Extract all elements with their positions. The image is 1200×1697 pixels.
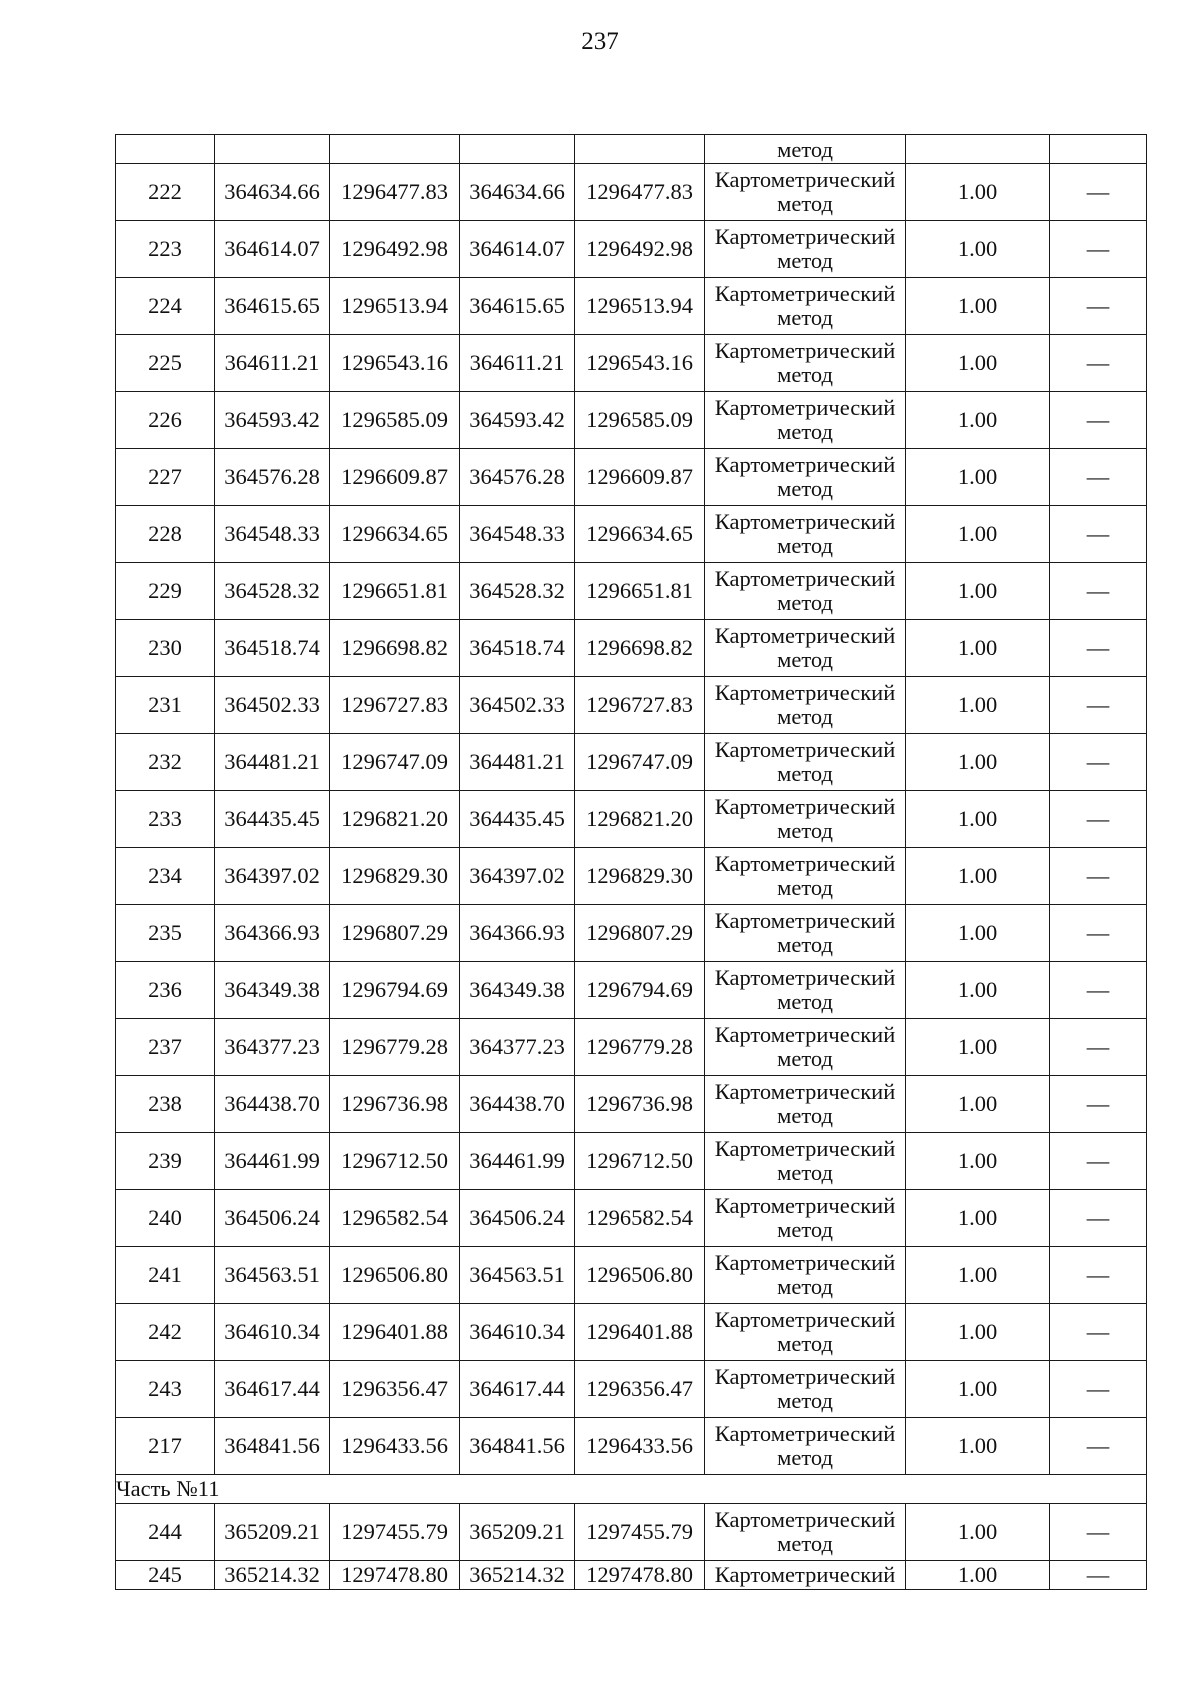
method-line-1: Картометрический bbox=[714, 395, 896, 420]
y-coordinate-new: 1296634.65 bbox=[575, 506, 705, 563]
method-line-1: Картометрический bbox=[714, 224, 896, 249]
point-number: 228 bbox=[116, 506, 215, 563]
y-coordinate-new: 1296582.54 bbox=[575, 1190, 705, 1247]
x-coordinate-new: 364593.42 bbox=[460, 392, 575, 449]
method-line-2: метод bbox=[777, 533, 833, 558]
method-cell bbox=[705, 506, 906, 563]
point-number: 234 bbox=[116, 848, 215, 905]
method-cell bbox=[705, 1247, 906, 1304]
precision-value: 1.00 bbox=[906, 1561, 1050, 1590]
method-line-2: метод bbox=[777, 1160, 833, 1185]
note-dash: — bbox=[1050, 1418, 1147, 1475]
point-number: 230 bbox=[116, 620, 215, 677]
note-dash: — bbox=[1050, 677, 1147, 734]
method-line-1: Картометрический bbox=[714, 1079, 896, 1104]
x-coordinate-new: 364576.28 bbox=[460, 449, 575, 506]
method-line-2: метод bbox=[777, 1046, 833, 1071]
x-coordinate-existing: 364528.32 bbox=[215, 563, 330, 620]
y-coordinate-new: 1296513.94 bbox=[575, 278, 705, 335]
y-coordinate-new: 1296506.80 bbox=[575, 1247, 705, 1304]
note-dash: — bbox=[1050, 1361, 1147, 1418]
method-line-2: метод bbox=[777, 761, 833, 786]
precision-value: 1.00 bbox=[906, 1019, 1050, 1076]
y-coordinate-existing: 1296492.98 bbox=[330, 221, 460, 278]
y-coordinate-new: 1296779.28 bbox=[575, 1019, 705, 1076]
table-row bbox=[116, 1561, 1147, 1590]
section-header-row bbox=[116, 1475, 1147, 1504]
point-number: 237 bbox=[116, 1019, 215, 1076]
table-row bbox=[116, 563, 1147, 620]
method-line-2: метод bbox=[777, 248, 833, 273]
y-coordinate-existing: 1296712.50 bbox=[330, 1133, 460, 1190]
y-coordinate-existing: 1296513.94 bbox=[330, 278, 460, 335]
method-line-1: Картометрический bbox=[714, 623, 896, 648]
table-row bbox=[116, 506, 1147, 563]
method-line-2: метод bbox=[777, 1103, 833, 1128]
x-coordinate-existing: 364614.07 bbox=[215, 221, 330, 278]
method-line-2: метод bbox=[777, 419, 833, 444]
x-coordinate-existing: 364563.51 bbox=[215, 1247, 330, 1304]
method-line-2: метод bbox=[777, 1445, 833, 1470]
y-coordinate-existing: 1296821.20 bbox=[330, 791, 460, 848]
x-coordinate-existing: 365214.32 bbox=[215, 1561, 330, 1590]
method-cell bbox=[705, 1304, 906, 1361]
note-dash: — bbox=[1050, 620, 1147, 677]
method-line-1: Картометрический bbox=[714, 737, 896, 762]
point-number: 233 bbox=[116, 791, 215, 848]
point-number: 231 bbox=[116, 677, 215, 734]
x-coordinate-new: 364610.34 bbox=[460, 1304, 575, 1361]
x-coordinate-existing: 364548.33 bbox=[215, 506, 330, 563]
method-line-1: Картометрический bbox=[714, 1136, 896, 1161]
method-cell bbox=[705, 449, 906, 506]
point-number: 224 bbox=[116, 278, 215, 335]
table-row bbox=[116, 1133, 1147, 1190]
precision-value: 1.00 bbox=[906, 392, 1050, 449]
x-coordinate-new: 364435.45 bbox=[460, 791, 575, 848]
note-dash: — bbox=[1050, 1019, 1147, 1076]
method-cell bbox=[705, 1190, 906, 1247]
method-line-1: Картометрический bbox=[714, 851, 896, 876]
note-dash: — bbox=[1050, 449, 1147, 506]
x-coordinate-new: 364349.38 bbox=[460, 962, 575, 1019]
method-cell bbox=[705, 164, 906, 221]
method-line-2: метод bbox=[777, 989, 833, 1014]
table-cell bbox=[215, 135, 330, 164]
x-coordinate-existing: 364841.56 bbox=[215, 1418, 330, 1475]
method-line-2: метод bbox=[777, 1388, 833, 1413]
method-line-1: Картометрический bbox=[714, 1507, 896, 1532]
note-dash: — bbox=[1050, 164, 1147, 221]
method-line-2: метод bbox=[777, 1331, 833, 1356]
note-dash: — bbox=[1050, 1190, 1147, 1247]
y-coordinate-new: 1296736.98 bbox=[575, 1076, 705, 1133]
table-row bbox=[116, 734, 1147, 791]
point-number: 222 bbox=[116, 164, 215, 221]
precision-value: 1.00 bbox=[906, 1504, 1050, 1561]
table-row bbox=[116, 905, 1147, 962]
method-line-1: Картометрический bbox=[714, 566, 896, 591]
page-number: 237 bbox=[581, 28, 619, 55]
method-text: метод bbox=[777, 137, 833, 162]
point-number: 244 bbox=[116, 1504, 215, 1561]
coordinates-table bbox=[115, 134, 1147, 1590]
point-number: 239 bbox=[116, 1133, 215, 1190]
point-number: 226 bbox=[116, 392, 215, 449]
point-number: 227 bbox=[116, 449, 215, 506]
point-number: 245 bbox=[116, 1561, 215, 1590]
point-number: 238 bbox=[116, 1076, 215, 1133]
point-number: 243 bbox=[116, 1361, 215, 1418]
x-coordinate-new: 364548.33 bbox=[460, 506, 575, 563]
x-coordinate-existing: 364576.28 bbox=[215, 449, 330, 506]
y-coordinate-existing: 1296582.54 bbox=[330, 1190, 460, 1247]
y-coordinate-new: 1296651.81 bbox=[575, 563, 705, 620]
method-line-1: Картометрический bbox=[714, 680, 896, 705]
note-dash: — bbox=[1050, 563, 1147, 620]
y-coordinate-new: 1296356.47 bbox=[575, 1361, 705, 1418]
x-coordinate-new: 364617.44 bbox=[460, 1361, 575, 1418]
method-line-1: Картометрический bbox=[714, 1364, 896, 1389]
y-coordinate-existing: 1296727.83 bbox=[330, 677, 460, 734]
precision-value: 1.00 bbox=[906, 1418, 1050, 1475]
method-line-2: метод bbox=[777, 1531, 833, 1556]
precision-value: 1.00 bbox=[906, 734, 1050, 791]
method-line-1: Картометрический bbox=[714, 965, 896, 990]
table-row-continuation bbox=[116, 135, 1147, 164]
note-dash: — bbox=[1050, 335, 1147, 392]
method-line-1: Картометрический bbox=[714, 509, 896, 534]
x-coordinate-new: 364502.33 bbox=[460, 677, 575, 734]
x-coordinate-existing: 364461.99 bbox=[215, 1133, 330, 1190]
method-cell bbox=[705, 1418, 906, 1475]
y-coordinate-existing: 1296585.09 bbox=[330, 392, 460, 449]
y-coordinate-existing: 1296433.56 bbox=[330, 1418, 460, 1475]
table-cell bbox=[116, 135, 215, 164]
y-coordinate-new: 1297478.80 bbox=[575, 1561, 705, 1590]
point-number: 240 bbox=[116, 1190, 215, 1247]
x-coordinate-existing: 364610.34 bbox=[215, 1304, 330, 1361]
note-dash: — bbox=[1050, 791, 1147, 848]
note-dash: — bbox=[1050, 848, 1147, 905]
method-cell bbox=[705, 791, 906, 848]
y-coordinate-existing: 1296794.69 bbox=[330, 962, 460, 1019]
table-row bbox=[116, 1418, 1147, 1475]
note-dash: — bbox=[1050, 278, 1147, 335]
y-coordinate-existing: 1296477.83 bbox=[330, 164, 460, 221]
precision-value: 1.00 bbox=[906, 1361, 1050, 1418]
x-coordinate-existing: 364506.24 bbox=[215, 1190, 330, 1247]
y-coordinate-existing: 1297478.80 bbox=[330, 1561, 460, 1590]
method-line-1: Картометрический bbox=[714, 1193, 896, 1218]
y-coordinate-existing: 1296609.87 bbox=[330, 449, 460, 506]
y-coordinate-new: 1296609.87 bbox=[575, 449, 705, 506]
method-cell bbox=[705, 1076, 906, 1133]
method-line-2: метод bbox=[777, 875, 833, 900]
x-coordinate-new: 364528.32 bbox=[460, 563, 575, 620]
precision-value: 1.00 bbox=[906, 848, 1050, 905]
method-line-1: Картометрический bbox=[714, 1250, 896, 1275]
note-dash: — bbox=[1050, 1504, 1147, 1561]
x-coordinate-existing: 364397.02 bbox=[215, 848, 330, 905]
y-coordinate-new: 1296477.83 bbox=[575, 164, 705, 221]
point-number: 241 bbox=[116, 1247, 215, 1304]
y-coordinate-existing: 1296747.09 bbox=[330, 734, 460, 791]
x-coordinate-existing: 364438.70 bbox=[215, 1076, 330, 1133]
precision-value: 1.00 bbox=[906, 506, 1050, 563]
y-coordinate-new: 1296807.29 bbox=[575, 905, 705, 962]
point-number: 229 bbox=[116, 563, 215, 620]
method-cell bbox=[705, 1361, 906, 1418]
precision-value: 1.00 bbox=[906, 677, 1050, 734]
x-coordinate-new: 364563.51 bbox=[460, 1247, 575, 1304]
note-dash: — bbox=[1050, 392, 1147, 449]
point-number: 232 bbox=[116, 734, 215, 791]
precision-value: 1.00 bbox=[906, 563, 1050, 620]
method-line-2: метод bbox=[777, 191, 833, 216]
table-cell bbox=[575, 135, 705, 164]
section-label: Часть №11 bbox=[116, 1475, 1147, 1504]
y-coordinate-new: 1296727.83 bbox=[575, 677, 705, 734]
precision-value: 1.00 bbox=[906, 620, 1050, 677]
method-cell bbox=[705, 677, 906, 734]
method-line-2: метод bbox=[777, 590, 833, 615]
x-coordinate-existing: 364634.66 bbox=[215, 164, 330, 221]
x-coordinate-existing: 365209.21 bbox=[215, 1504, 330, 1561]
y-coordinate-existing: 1296736.98 bbox=[330, 1076, 460, 1133]
table-row bbox=[116, 1247, 1147, 1304]
x-coordinate-new: 364841.56 bbox=[460, 1418, 575, 1475]
method-line-1: Картометрический bbox=[714, 281, 896, 306]
precision-value: 1.00 bbox=[906, 905, 1050, 962]
table-row bbox=[116, 677, 1147, 734]
table-row bbox=[116, 449, 1147, 506]
y-coordinate-new: 1296712.50 bbox=[575, 1133, 705, 1190]
precision-value: 1.00 bbox=[906, 278, 1050, 335]
x-coordinate-new: 364518.74 bbox=[460, 620, 575, 677]
table-row bbox=[116, 1504, 1147, 1561]
method-line-1: Картометрический bbox=[714, 1421, 896, 1446]
y-coordinate-existing: 1296506.80 bbox=[330, 1247, 460, 1304]
note-dash: — bbox=[1050, 734, 1147, 791]
y-coordinate-new: 1296821.20 bbox=[575, 791, 705, 848]
x-coordinate-new: 364397.02 bbox=[460, 848, 575, 905]
method-line-2: метод bbox=[777, 476, 833, 501]
point-number: 236 bbox=[116, 962, 215, 1019]
y-coordinate-existing: 1296779.28 bbox=[330, 1019, 460, 1076]
y-coordinate-new: 1296585.09 bbox=[575, 392, 705, 449]
method-line-1: Картометрический bbox=[714, 794, 896, 819]
table-row bbox=[116, 620, 1147, 677]
table-row bbox=[116, 791, 1147, 848]
method-line-1: Картометрический bbox=[714, 908, 896, 933]
table-row bbox=[116, 1361, 1147, 1418]
x-coordinate-new: 364614.07 bbox=[460, 221, 575, 278]
point-number: 242 bbox=[116, 1304, 215, 1361]
method-cell bbox=[705, 335, 906, 392]
method-cell bbox=[705, 905, 906, 962]
precision-value: 1.00 bbox=[906, 449, 1050, 506]
precision-value: 1.00 bbox=[906, 1304, 1050, 1361]
x-coordinate-existing: 364518.74 bbox=[215, 620, 330, 677]
x-coordinate-new: 364377.23 bbox=[460, 1019, 575, 1076]
y-coordinate-new: 1296794.69 bbox=[575, 962, 705, 1019]
note-dash: — bbox=[1050, 1133, 1147, 1190]
precision-value: 1.00 bbox=[906, 1076, 1050, 1133]
method-cell bbox=[705, 221, 906, 278]
x-coordinate-existing: 364377.23 bbox=[215, 1019, 330, 1076]
note-dash: — bbox=[1050, 905, 1147, 962]
table-cell bbox=[330, 135, 460, 164]
method-line-2: метод bbox=[777, 704, 833, 729]
point-number: 235 bbox=[116, 905, 215, 962]
method-line-1: Картометрический bbox=[714, 1022, 896, 1047]
y-coordinate-new: 1296401.88 bbox=[575, 1304, 705, 1361]
precision-value: 1.00 bbox=[906, 1190, 1050, 1247]
table-row bbox=[116, 1076, 1147, 1133]
method-cell bbox=[705, 278, 906, 335]
note-dash: — bbox=[1050, 1076, 1147, 1133]
method-line-2: метод bbox=[777, 1217, 833, 1242]
method-cell bbox=[705, 620, 906, 677]
note-dash: — bbox=[1050, 1247, 1147, 1304]
method-line-2: метод bbox=[777, 305, 833, 330]
precision-value: 1.00 bbox=[906, 1247, 1050, 1304]
x-coordinate-new: 364461.99 bbox=[460, 1133, 575, 1190]
table-row bbox=[116, 335, 1147, 392]
method-cell bbox=[705, 563, 906, 620]
x-coordinate-existing: 364615.65 bbox=[215, 278, 330, 335]
note-dash: — bbox=[1050, 1304, 1147, 1361]
y-coordinate-existing: 1296634.65 bbox=[330, 506, 460, 563]
method-cell bbox=[705, 1504, 906, 1561]
y-coordinate-existing: 1296651.81 bbox=[330, 563, 460, 620]
y-coordinate-existing: 1296807.29 bbox=[330, 905, 460, 962]
table-cell bbox=[906, 135, 1050, 164]
table-row bbox=[116, 1019, 1147, 1076]
precision-value: 1.00 bbox=[906, 221, 1050, 278]
note-dash: — bbox=[1050, 962, 1147, 1019]
method-cell bbox=[705, 1019, 906, 1076]
method-cell: Картометрический bbox=[705, 1561, 906, 1590]
method-line-2: метод bbox=[777, 362, 833, 387]
method-line-1: Картометрический bbox=[714, 452, 896, 477]
y-coordinate-existing: 1296543.16 bbox=[330, 335, 460, 392]
x-coordinate-existing: 364366.93 bbox=[215, 905, 330, 962]
precision-value: 1.00 bbox=[906, 791, 1050, 848]
x-coordinate-existing: 364502.33 bbox=[215, 677, 330, 734]
y-coordinate-new: 1297455.79 bbox=[575, 1504, 705, 1561]
table-row bbox=[116, 962, 1147, 1019]
method-line-1: Картометрический bbox=[714, 1307, 896, 1332]
y-coordinate-new: 1296747.09 bbox=[575, 734, 705, 791]
x-coordinate-new: 364438.70 bbox=[460, 1076, 575, 1133]
x-coordinate-existing: 364435.45 bbox=[215, 791, 330, 848]
x-coordinate-new: 365214.32 bbox=[460, 1561, 575, 1590]
y-coordinate-existing: 1297455.79 bbox=[330, 1504, 460, 1561]
y-coordinate-new: 1296492.98 bbox=[575, 221, 705, 278]
note-dash: — bbox=[1050, 1561, 1147, 1590]
precision-value: 1.00 bbox=[906, 1133, 1050, 1190]
method-cell bbox=[705, 392, 906, 449]
table-row bbox=[116, 1304, 1147, 1361]
table-row bbox=[116, 221, 1147, 278]
table-cell bbox=[460, 135, 575, 164]
table-row bbox=[116, 1190, 1147, 1247]
method-line-2: метод bbox=[777, 647, 833, 672]
y-coordinate-existing: 1296356.47 bbox=[330, 1361, 460, 1418]
method-cell bbox=[705, 848, 906, 905]
x-coordinate-new: 364366.93 bbox=[460, 905, 575, 962]
method-cell bbox=[705, 135, 906, 164]
method-cell bbox=[705, 734, 906, 791]
x-coordinate-new: 364506.24 bbox=[460, 1190, 575, 1247]
x-coordinate-existing: 364349.38 bbox=[215, 962, 330, 1019]
method-line-2: метод bbox=[777, 818, 833, 843]
x-coordinate-new: 364615.65 bbox=[460, 278, 575, 335]
y-coordinate-new: 1296543.16 bbox=[575, 335, 705, 392]
note-dash: — bbox=[1050, 506, 1147, 563]
table-row bbox=[116, 164, 1147, 221]
method-cell bbox=[705, 962, 906, 1019]
x-coordinate-new: 365209.21 bbox=[460, 1504, 575, 1561]
x-coordinate-new: 364611.21 bbox=[460, 335, 575, 392]
y-coordinate-new: 1296698.82 bbox=[575, 620, 705, 677]
x-coordinate-existing: 364617.44 bbox=[215, 1361, 330, 1418]
table-row bbox=[116, 848, 1147, 905]
precision-value: 1.00 bbox=[906, 164, 1050, 221]
x-coordinate-existing: 364611.21 bbox=[215, 335, 330, 392]
point-number: 225 bbox=[116, 335, 215, 392]
y-coordinate-existing: 1296698.82 bbox=[330, 620, 460, 677]
y-coordinate-new: 1296829.30 bbox=[575, 848, 705, 905]
method-line-2: метод bbox=[777, 932, 833, 957]
precision-value: 1.00 bbox=[906, 962, 1050, 1019]
y-coordinate-new: 1296433.56 bbox=[575, 1418, 705, 1475]
method-cell bbox=[705, 1133, 906, 1190]
precision-value: 1.00 bbox=[906, 335, 1050, 392]
method-line-1: Картометрический bbox=[714, 338, 896, 363]
y-coordinate-existing: 1296829.30 bbox=[330, 848, 460, 905]
x-coordinate-existing: 364593.42 bbox=[215, 392, 330, 449]
y-coordinate-existing: 1296401.88 bbox=[330, 1304, 460, 1361]
x-coordinate-new: 364634.66 bbox=[460, 164, 575, 221]
method-line-2: метод bbox=[777, 1274, 833, 1299]
method-line-1: Картометрический bbox=[714, 167, 896, 192]
point-number: 217 bbox=[116, 1418, 215, 1475]
x-coordinate-existing: 364481.21 bbox=[215, 734, 330, 791]
point-number: 223 bbox=[116, 221, 215, 278]
table-row bbox=[116, 278, 1147, 335]
x-coordinate-new: 364481.21 bbox=[460, 734, 575, 791]
note-dash: — bbox=[1050, 221, 1147, 278]
table-cell bbox=[1050, 135, 1147, 164]
table-row bbox=[116, 392, 1147, 449]
